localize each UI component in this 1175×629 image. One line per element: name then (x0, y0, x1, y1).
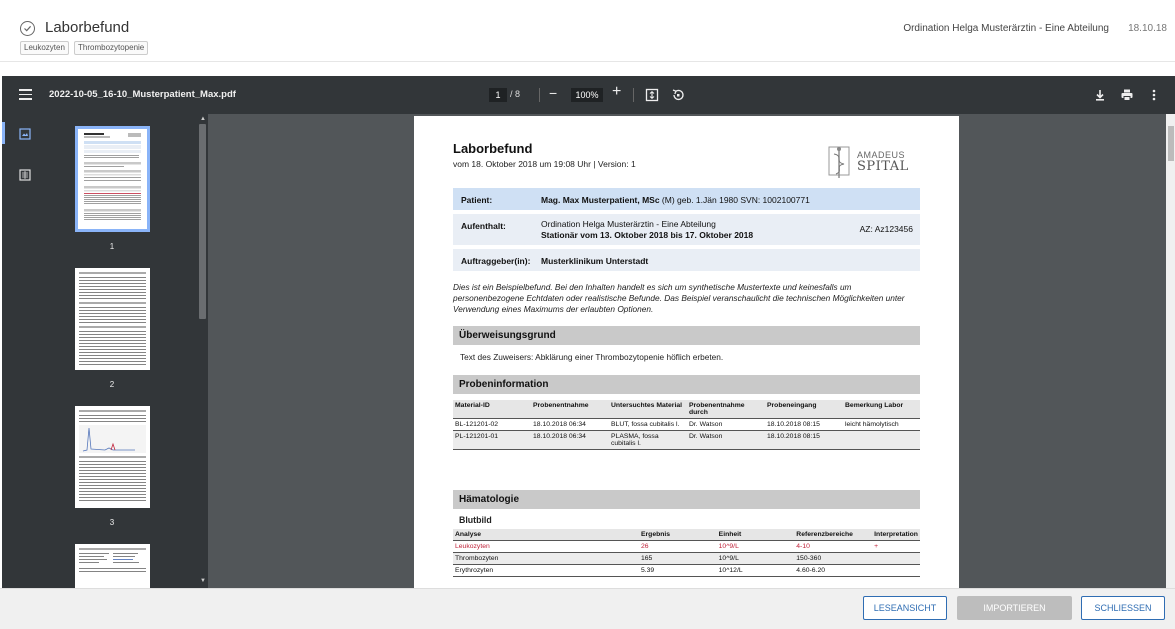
client-value: Musterklinikum Unterstadt (541, 256, 649, 266)
patient-row (453, 188, 920, 210)
logo-line-2: SPITAL (857, 159, 909, 174)
page-thumbnail-1[interactable] (75, 126, 150, 232)
table-cell: 10^9/L (717, 541, 795, 553)
outline-view-icon[interactable] (19, 168, 31, 186)
document-subtitle: vom 18. Oktober 2018 um 19:08 Uhr | Version: 1 (453, 159, 636, 169)
table-cell: 18.10.2018 06:34 (531, 419, 609, 431)
scroll-down-icon[interactable]: ▼ (200, 578, 206, 584)
table-cell: BLUT, fossa cubitalis l. (609, 419, 687, 431)
table-cell: 4-10 (794, 541, 872, 553)
table-header-cell: Analyse (453, 529, 639, 541)
table-row (453, 565, 920, 577)
thumbnails-view-icon[interactable] (19, 127, 31, 145)
table-header-cell: Untersuchtes Material (609, 400, 687, 419)
patient-value (541, 195, 810, 205)
page-thumbnail-3[interactable] (75, 406, 150, 508)
table-header-cell: Bemerkung Labor (843, 400, 920, 419)
file-name: 2022-10-05_16-10_Musterpatient_Max.pdf (49, 89, 236, 100)
table-cell (843, 431, 920, 450)
patient-details: (M) geb. 1.Jän 1980 SVN: 1002100771 (659, 195, 810, 205)
table-cell: BL-121201-02 (453, 419, 531, 431)
thumbnail-label-2: 2 (109, 380, 115, 389)
table-cell: Dr. Watson (687, 419, 765, 431)
section-referral: Überweisungsgrund (453, 326, 920, 345)
table-cell: 26 (639, 541, 717, 553)
download-icon[interactable] (1092, 87, 1108, 103)
referral-text: Text des Zuweisers: Abklärung einer Thrombozytopenie höflich erbeten. (460, 352, 724, 362)
table-header-cell: Ergebnis (639, 529, 717, 541)
table-cell: + (872, 541, 920, 553)
logo-line-1: AMADEUS (857, 150, 906, 160)
table-row (453, 553, 920, 565)
table-header-cell: Probenentnahme durch (687, 400, 765, 419)
table-header-cell: Referenzbereiche (794, 529, 872, 541)
dialog-footer (0, 588, 1175, 629)
check-circle-icon (20, 21, 35, 36)
thumbnail-label-1: 1 (109, 242, 115, 251)
stay-line-1: Ordination Helga Musterärztin - Eine Abteilung (541, 219, 716, 229)
section-sample: Probeninformation (453, 375, 920, 394)
table-header-cell: Einheit (717, 529, 795, 541)
main-scrollbar[interactable] (1166, 114, 1175, 588)
date-label: 18.10.18 (1128, 23, 1167, 34)
close-button[interactable]: SCHLIESSEN (1081, 596, 1165, 620)
fit-page-icon[interactable] (644, 87, 660, 103)
tag-thrombozytopenie: Thrombozytopenie (74, 41, 148, 55)
table-header-cell: Probenentnahme (531, 400, 609, 419)
table-cell: 150-360 (794, 553, 872, 565)
table-cell: Dr. Watson (687, 431, 765, 450)
menu-icon[interactable] (19, 89, 32, 100)
sample-table (453, 400, 920, 450)
table-cell: PLASMA, fossa cubitalis l. (609, 431, 687, 450)
client-row (453, 249, 920, 271)
scroll-up-icon[interactable]: ▲ (200, 116, 206, 122)
table-cell: PL-121201-01 (453, 431, 531, 450)
section-hematology: Hämatologie (453, 490, 920, 509)
page-title: Laborbefund (45, 19, 130, 36)
zoom-out-button[interactable]: − (549, 85, 558, 101)
table-cell (872, 553, 920, 565)
table-cell: Leukozyten (453, 541, 639, 553)
page-thumbnail-2[interactable] (75, 268, 150, 370)
stay-row (453, 214, 920, 245)
table-header-cell: Interpretation (872, 529, 920, 541)
zoom-in-button[interactable]: + (612, 83, 622, 100)
table-row (453, 419, 920, 431)
active-indicator (2, 122, 5, 144)
read-view-button[interactable]: LESEANSICHT (863, 596, 947, 620)
rotate-icon[interactable] (670, 87, 686, 103)
main-scroll-thumb[interactable] (1168, 126, 1174, 161)
page-count: / 8 (510, 89, 521, 99)
table-cell: Erythrozyten (453, 565, 639, 577)
subsection-blood: Blutbild (459, 515, 492, 525)
toolbar-divider (633, 88, 634, 102)
thumbnail-sidebar (2, 114, 208, 588)
patient-label: Patient: (461, 195, 493, 205)
table-cell: Thrombozyten (453, 553, 639, 565)
hematology-table (453, 529, 920, 577)
table-header-cell: Probeneingang (765, 400, 843, 419)
hospital-logo (825, 142, 920, 182)
print-icon[interactable] (1119, 87, 1135, 103)
table-cell: leicht hämolytisch (843, 419, 920, 431)
more-vert-icon[interactable] (1146, 87, 1162, 103)
table-row (453, 541, 920, 553)
table-cell: 10^9/L (717, 553, 795, 565)
organization-label: Ordination Helga Musterärztin - Eine Abteilung (903, 23, 1109, 34)
table-header-cell: Material-ID (453, 400, 531, 419)
pdf-viewer (2, 76, 1175, 588)
patient-name: Mag. Max Musterpatient, MSc (541, 195, 660, 205)
table-cell: 4.60-6.20 (794, 565, 872, 577)
table-cell: 18.10.2018 08:15 (765, 419, 843, 431)
table-row (453, 431, 920, 450)
page-number-input[interactable]: 1 (489, 88, 507, 102)
app-header (0, 0, 1175, 62)
table-cell: 18.10.2018 08:15 (765, 431, 843, 450)
toolbar-divider (539, 88, 540, 102)
thumbnail-label-3: 3 (109, 518, 115, 527)
stay-line-2: Stationär vom 13. Oktober 2018 bis 17. Oktober 2018 (541, 230, 754, 240)
stay-label: Aufenthalt: (461, 221, 506, 231)
table-cell (872, 565, 920, 577)
pdf-toolbar (2, 76, 1175, 114)
sidebar-scroll-thumb[interactable] (199, 124, 206, 319)
document-title: Laborbefund (453, 141, 533, 156)
tag-leukozyten: Leukozyten (20, 41, 69, 55)
table-cell: 5.39 (639, 565, 717, 577)
pdf-page (414, 116, 959, 588)
table-cell: 18.10.2018 06:34 (531, 431, 609, 450)
zoom-input[interactable]: 100% (571, 88, 603, 102)
import-button[interactable]: IMPORTIEREN (957, 596, 1072, 620)
disclaimer-note: Dies ist ein Beispielbefund. Bei den Inhalten handelt es sich um synthetische Mustertexte und keinesfalls um personenbezogene Echtdaten oder realistische Befunde. Das Beispiel veranschaulicht die technischen Möglichkeiten unter Verwendung eines Maximums der erlaubten Optionen. (453, 282, 905, 314)
case-number: AZ: Az123456 (859, 224, 913, 234)
table-cell: 165 (639, 553, 717, 565)
table-cell: 10^12/L (717, 565, 795, 577)
page-thumbnail-4[interactable] (75, 544, 150, 588)
client-label: Auftraggeber(in): (461, 256, 531, 266)
